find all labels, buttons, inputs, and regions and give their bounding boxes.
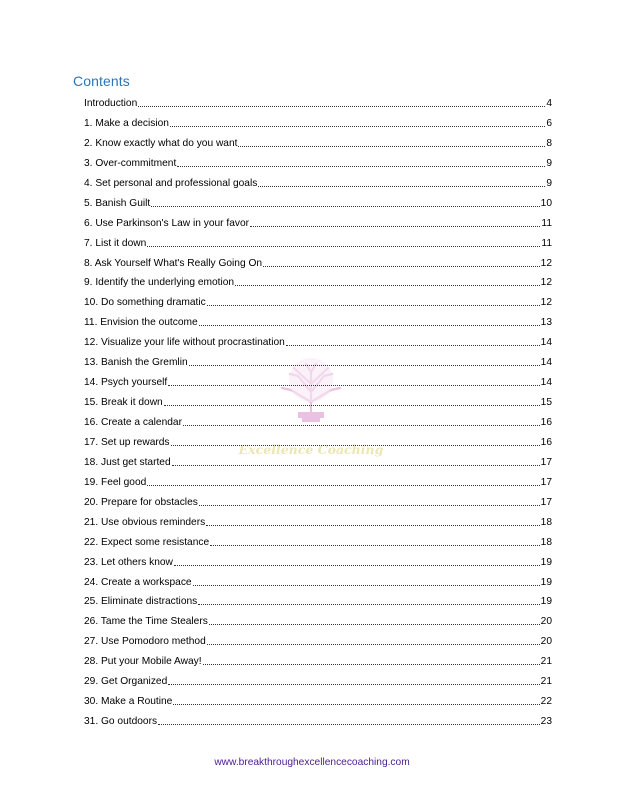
toc-entry-label: 4. Set personal and professional goals	[84, 177, 258, 189]
toc-entry-label: 3. Over-commitment	[84, 157, 177, 169]
toc-dot-leader	[183, 425, 540, 426]
toc-entry[interactable]	[84, 389, 552, 409]
toc-entry-label: 28. Put your Mobile Away!	[84, 656, 202, 668]
toc-entry-label: 26. Tame the Time Stealers	[84, 616, 208, 628]
toc-entry-page-number: 17	[540, 496, 552, 508]
toc-entry-page-number: 14	[540, 357, 552, 369]
toc-entry-page-number: 9	[546, 177, 552, 189]
toc-entry[interactable]	[84, 409, 552, 429]
toc-entry[interactable]	[84, 170, 552, 190]
toc-dot-leader	[147, 485, 539, 486]
toc-entry-page-number: 10	[540, 197, 552, 209]
toc-entry-page-number: 19	[540, 556, 552, 568]
contents-heading: Contents	[73, 73, 130, 89]
toc-entry[interactable]	[84, 469, 552, 489]
toc-entry[interactable]	[84, 549, 552, 569]
toc-entry-page-number: 4	[546, 98, 552, 109]
toc-entry-label: 1. Make a decision	[84, 117, 169, 129]
toc-dot-leader	[147, 246, 540, 247]
toc-entry-label: 21. Use obvious reminders	[84, 516, 206, 528]
toc-entry-label: 5. Banish Guilt	[84, 197, 151, 209]
toc-entry-page-number: 18	[540, 536, 552, 548]
toc-entry-label: 25. Eliminate distractions	[84, 596, 198, 608]
toc-dot-leader	[171, 445, 540, 446]
toc-entry-label: Introduction	[84, 98, 138, 109]
toc-entry-page-number: 21	[540, 656, 552, 668]
footer-website-link[interactable]: www.breakthroughexcellencecoaching.com	[214, 757, 410, 768]
toc-entry[interactable]	[84, 289, 552, 309]
toc-entry[interactable]	[84, 230, 552, 250]
toc-entry[interactable]	[84, 509, 552, 529]
toc-dot-leader	[210, 545, 540, 546]
toc-entry-page-number: 17	[540, 476, 552, 488]
toc-dot-leader	[138, 106, 545, 107]
toc-entry[interactable]	[84, 130, 552, 150]
toc-entry-label: 31. Go outdoors	[84, 716, 158, 728]
toc-entry-page-number: 20	[540, 636, 552, 648]
toc-entry-label: 22. Expect some resistance	[84, 536, 210, 548]
toc-entry-page-number: 23	[540, 716, 552, 728]
toc-entry-page-number: 20	[540, 616, 552, 628]
toc-entry-page-number: 12	[540, 277, 552, 289]
toc-entry[interactable]	[84, 529, 552, 549]
toc-entry-page-number: 16	[540, 436, 552, 448]
toc-entry-label: 16. Create a calendar	[84, 417, 182, 428]
toc-entry[interactable]	[84, 688, 552, 708]
toc-entry-label: 12. Visualize your life without procrastination	[84, 337, 285, 349]
toc-entry-page-number: 17	[540, 456, 552, 468]
toc-entry-page-number: 13	[540, 317, 552, 329]
toc-dot-leader	[199, 505, 540, 506]
toc-dot-leader	[168, 684, 539, 685]
toc-entry-page-number: 11	[541, 237, 552, 249]
toc-dot-leader	[207, 644, 540, 645]
toc-entry-label: 8. Ask Yourself What's Really Going On	[84, 257, 263, 269]
toc-entry[interactable]	[84, 369, 552, 389]
toc-entry[interactable]	[84, 708, 552, 728]
toc-entry-page-number: 22	[540, 696, 552, 708]
toc-entry-page-number: 16	[540, 417, 552, 428]
toc-entry-label: 6. Use Parkinson's Law in your favor	[84, 217, 250, 229]
toc-dot-leader	[258, 186, 545, 187]
toc-dot-leader	[164, 405, 540, 406]
toc-entry[interactable]	[84, 489, 552, 509]
toc-entry-label: 18. Just get started	[84, 456, 171, 468]
toc-entry-page-number: 15	[540, 397, 552, 409]
watermark-text: Excellence Coaching	[238, 442, 384, 457]
toc-dot-leader	[235, 285, 540, 286]
toc-entry-page-number: 18	[540, 516, 552, 528]
toc-dot-leader	[238, 146, 545, 147]
toc-dot-leader	[203, 664, 540, 665]
toc-entry-label: 11. Envision the outcome	[84, 317, 198, 329]
toc-entry-page-number: 21	[540, 676, 552, 688]
toc-dot-leader	[209, 624, 540, 625]
table-of-contents	[84, 91, 552, 728]
toc-dot-leader	[158, 724, 540, 725]
toc-entry[interactable]	[84, 648, 552, 668]
toc-dot-leader	[199, 325, 540, 326]
toc-entry[interactable]	[84, 150, 552, 170]
toc-entry-label: 24. Create a workspace	[84, 576, 192, 588]
toc-entry-page-number: 9	[546, 157, 552, 169]
toc-entry[interactable]	[84, 210, 552, 230]
toc-dot-leader	[177, 166, 545, 167]
toc-entry-label: 13. Banish the Gremlin	[84, 357, 188, 369]
toc-entry-page-number: 19	[540, 576, 552, 588]
toc-entry-label: 23. Let others know	[84, 556, 173, 568]
toc-dot-leader	[286, 345, 540, 346]
toc-entry-page-number: 11	[541, 217, 552, 229]
toc-entry[interactable]	[84, 449, 552, 469]
toc-entry[interactable]	[84, 110, 552, 130]
toc-entry[interactable]	[84, 270, 552, 290]
toc-entry[interactable]	[84, 190, 552, 210]
toc-entry[interactable]	[84, 589, 552, 609]
toc-entry-label: 15. Break it down	[84, 397, 163, 409]
toc-entry-label: 17. Set up rewards	[84, 436, 170, 448]
toc-dot-leader	[198, 604, 539, 605]
toc-entry-page-number: 6	[546, 117, 552, 129]
toc-entry[interactable]	[84, 569, 552, 589]
toc-entry-page-number: 12	[540, 257, 552, 269]
toc-entry[interactable]	[84, 91, 552, 110]
toc-entry-label: 2. Know exactly what do you want	[84, 137, 238, 149]
toc-dot-leader	[172, 465, 540, 466]
toc-entry-page-number: 14	[540, 377, 552, 389]
toc-entry[interactable]	[84, 349, 552, 369]
toc-dot-leader	[206, 525, 539, 526]
toc-entry[interactable]	[84, 429, 552, 449]
toc-entry-label: 19. Feel good	[84, 476, 147, 488]
toc-dot-leader	[189, 365, 540, 366]
toc-entry-label: 27. Use Pomodoro method	[84, 636, 206, 648]
toc-entry-page-number: 14	[540, 337, 552, 349]
toc-dot-leader	[250, 226, 540, 227]
toc-dot-leader	[174, 565, 540, 566]
toc-entry-label: 10. Do something dramatic	[84, 297, 206, 309]
toc-entry-label: 7. List it down	[84, 237, 147, 249]
toc-dot-leader	[170, 126, 545, 127]
toc-entry-label: 14. Psych yourself	[84, 377, 168, 389]
toc-entry[interactable]	[84, 250, 552, 270]
toc-entry-label: 20. Prepare for obstacles	[84, 496, 198, 508]
toc-entry-page-number: 19	[540, 596, 552, 608]
toc-dot-leader	[263, 266, 540, 267]
toc-entry[interactable]	[84, 668, 552, 688]
toc-dot-leader	[207, 305, 540, 306]
toc-dot-leader	[151, 206, 539, 207]
toc-dot-leader	[193, 585, 540, 586]
toc-entry[interactable]	[84, 608, 552, 628]
toc-entry-page-number: 8	[546, 137, 552, 149]
toc-dot-leader	[173, 704, 539, 705]
toc-entry-label: 29. Get Organized	[84, 676, 168, 688]
toc-entry-label: 30. Make a Routine	[84, 696, 173, 708]
toc-entry[interactable]	[84, 329, 552, 349]
toc-entry[interactable]	[84, 628, 552, 648]
toc-entry-page-number: 12	[540, 297, 552, 309]
toc-entry-label: 9. Identify the underlying emotion	[84, 277, 235, 289]
toc-entry[interactable]	[84, 309, 552, 329]
toc-dot-leader	[168, 385, 539, 386]
